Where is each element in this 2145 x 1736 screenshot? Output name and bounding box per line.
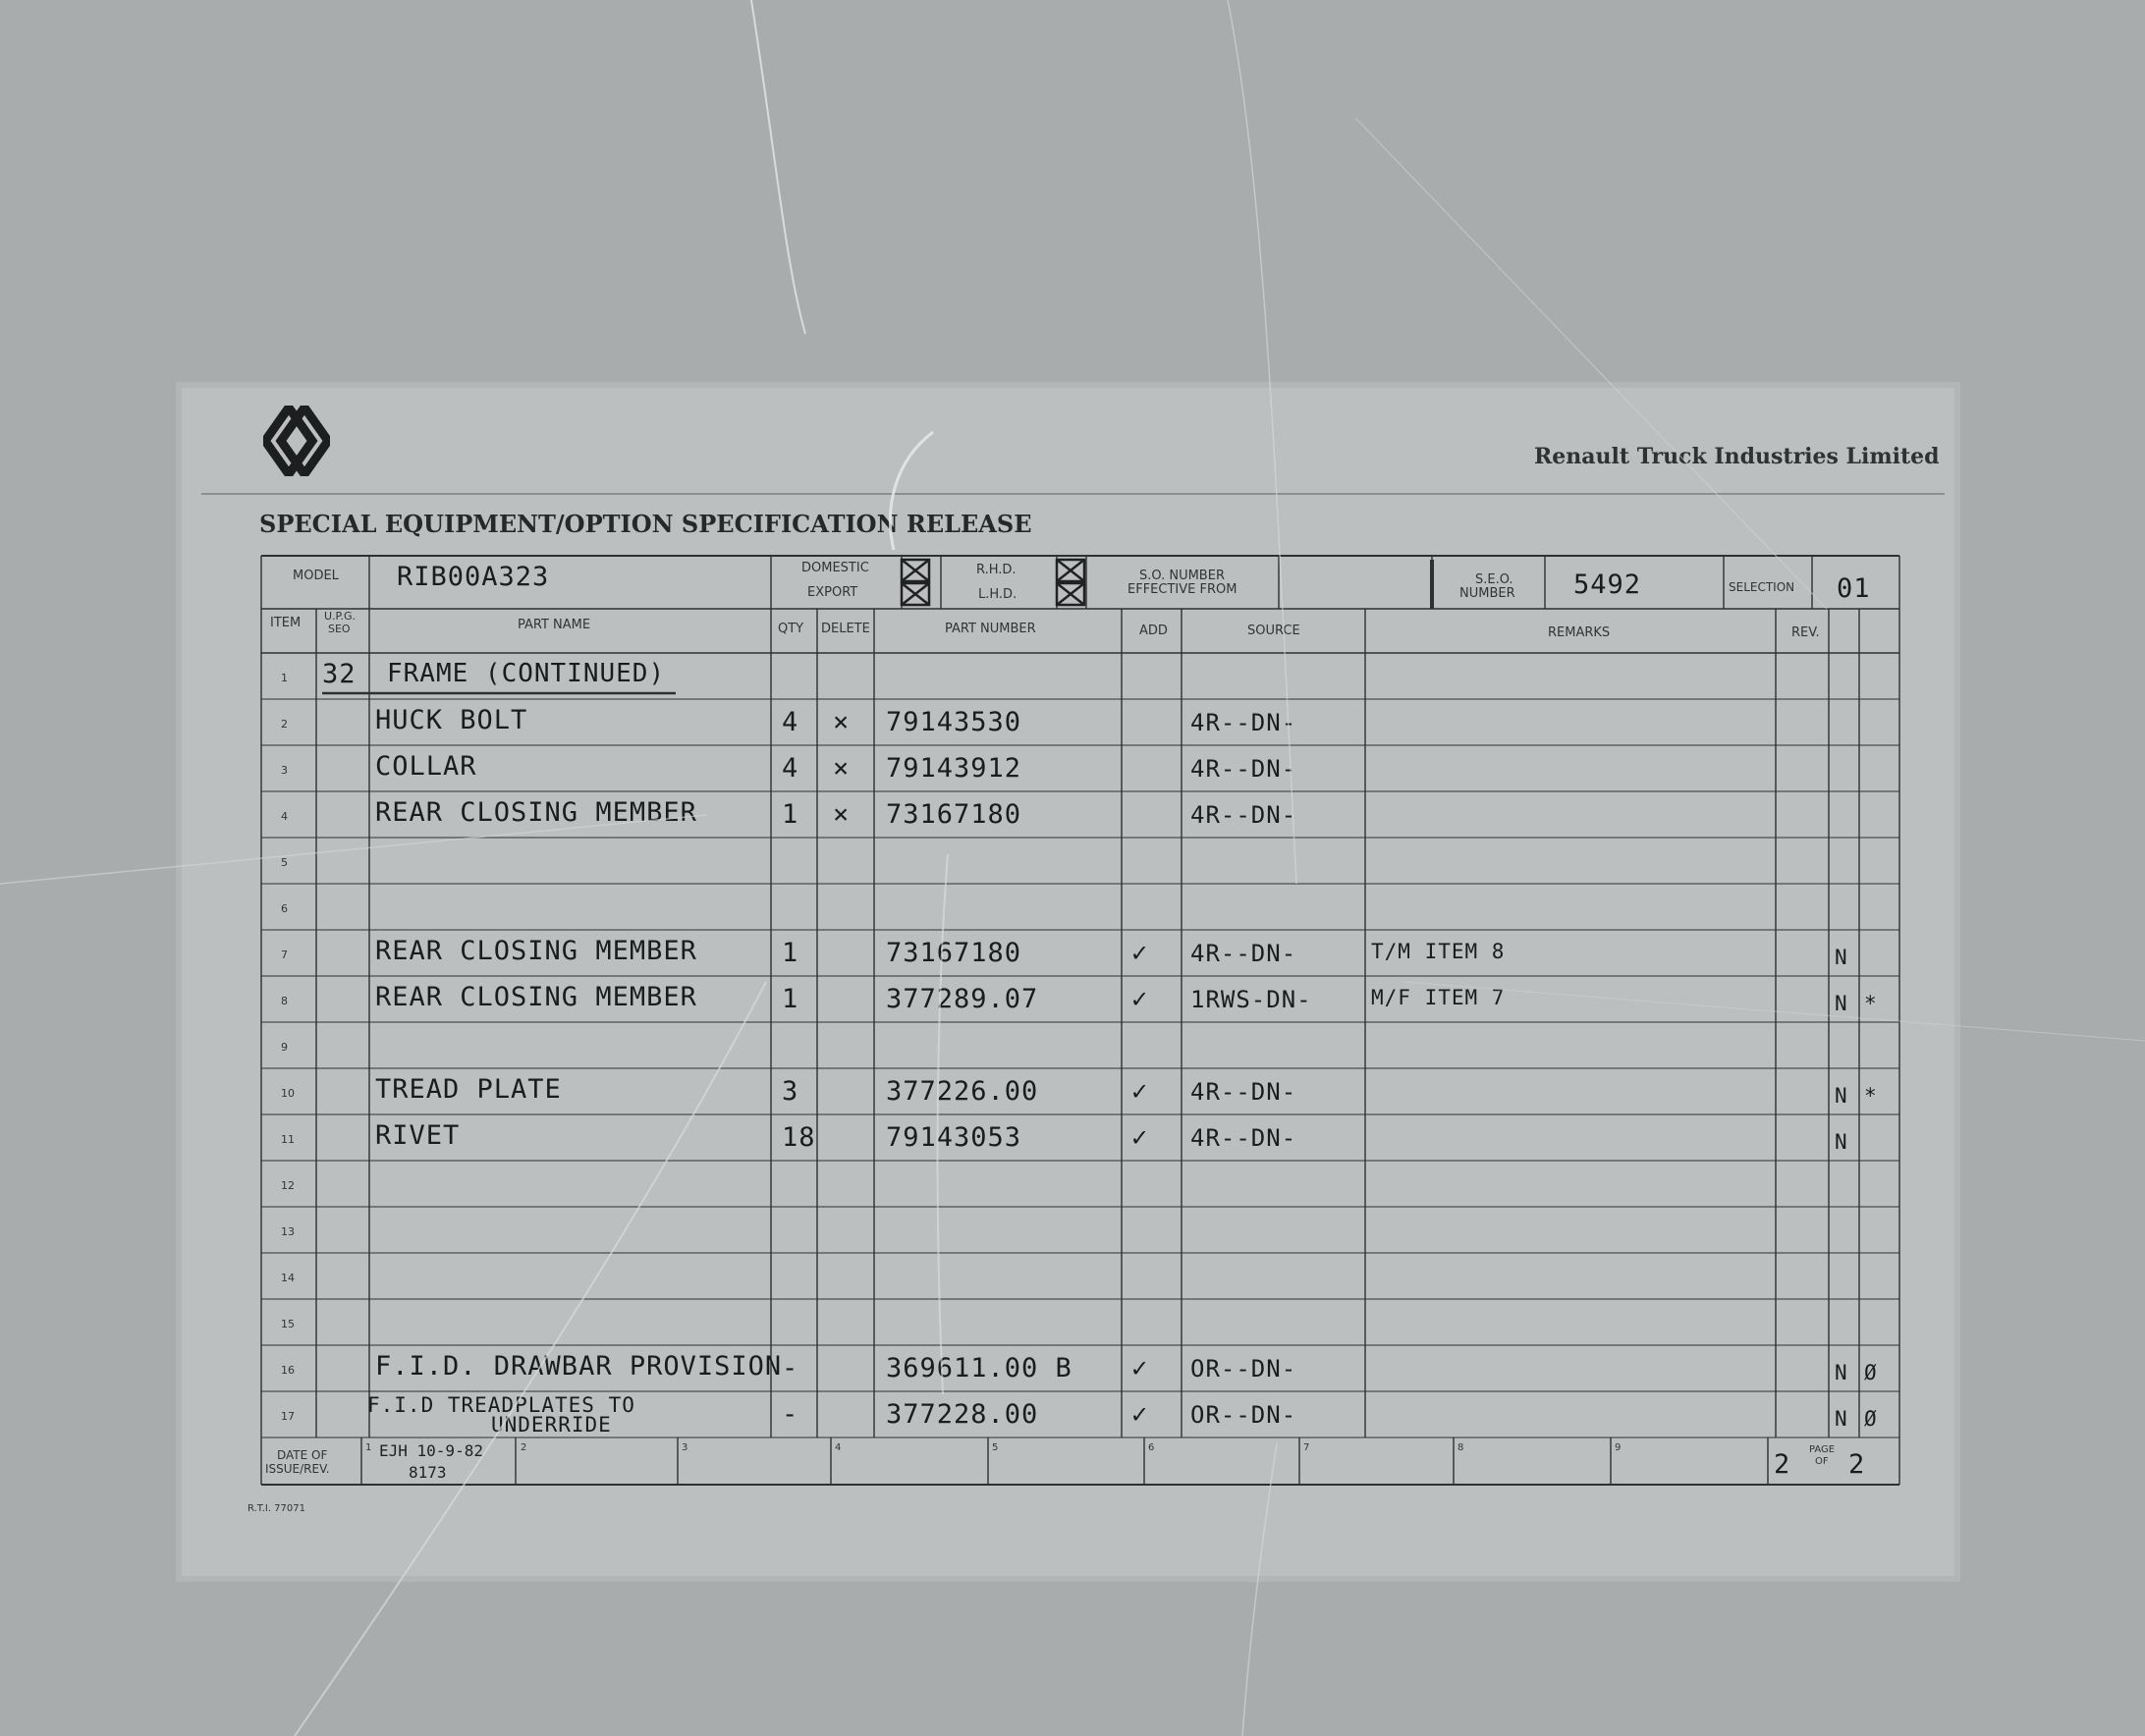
table-row-qty: 4 [782, 707, 799, 737]
table-row-item-number: 10 [281, 1087, 295, 1100]
col-item: ITEM [270, 616, 302, 630]
table-row-item-number: 14 [281, 1272, 295, 1284]
table-row-add: ✓ [1131, 1076, 1149, 1107]
rhd-checkbox[interactable] [1057, 560, 1084, 581]
table-row-item-number: 2 [281, 718, 288, 731]
footer-slot-number: 6 [1148, 1442, 1155, 1453]
footer-slot-number: 9 [1615, 1442, 1622, 1453]
table-row-qty: 1 [782, 799, 799, 830]
table-row-source: 1RWS-DN- [1190, 986, 1312, 1013]
col-rev: REV. [1791, 625, 1820, 640]
table-row-add: ✓ [1131, 1399, 1149, 1430]
table-row-part-name-cont: UNDERRIDE [491, 1413, 612, 1437]
col-seo: SEO [328, 623, 351, 635]
table-row-qty: - [782, 1399, 799, 1430]
table-row-part-number: 377289.07 [886, 984, 1039, 1014]
table-row-item-number: 7 [281, 949, 288, 961]
table-row-source: 4R--DN- [1190, 755, 1297, 783]
table-row-upg-seo: 32 [322, 659, 357, 689]
table-row-item-number: 4 [281, 810, 288, 823]
table-row-item-number: 5 [281, 856, 288, 869]
table-row-part-name: TREAD PLATE [375, 1074, 562, 1105]
table-row-part-name: COLLAR [375, 751, 477, 782]
table-row-status: N [1835, 992, 1848, 1015]
so-number-label: S.O. NUMBER [1139, 569, 1225, 583]
table-row-qty: 1 [782, 984, 799, 1014]
table-row-source: 4R--DN- [1190, 1078, 1297, 1106]
table-row-status: N [1835, 1361, 1848, 1384]
table-row-part-number: 73167180 [886, 938, 1022, 968]
table-row-qty: 1 [782, 938, 799, 968]
issue-signature: EJH 10-9-82 [379, 1441, 483, 1460]
domestic-label: DOMESTIC [801, 561, 869, 575]
table-row-remarks: M/F ITEM 7 [1371, 986, 1506, 1009]
col-part-number: PART NUMBER [945, 622, 1036, 636]
table-row-item-number: 13 [281, 1225, 295, 1238]
table-row-source: OR--DN- [1190, 1355, 1297, 1383]
table-row-part-name: HUCK BOLT [375, 705, 528, 735]
footer-slot-number: 4 [835, 1442, 842, 1453]
model-label: MODEL [293, 569, 339, 583]
table-row-item-number: 15 [281, 1318, 295, 1330]
table-row-qty: 18 [782, 1122, 816, 1153]
table-row-item-number: 12 [281, 1179, 295, 1192]
effective-from-label: EFFECTIVE FROM [1128, 582, 1238, 597]
lhd-label: L.H.D. [978, 587, 1018, 602]
table-row-qty: - [782, 1353, 799, 1383]
date-of-issue-label: DATE OF [277, 1448, 328, 1462]
table-row-flag: Ø [1864, 1407, 1878, 1431]
seo-number-value[interactable]: 5492 [1573, 570, 1642, 600]
col-add: ADD [1139, 624, 1168, 638]
table-row-item-number: 11 [281, 1133, 295, 1146]
table-row-status: N [1835, 946, 1848, 969]
table-row-part-name: RIVET [375, 1120, 461, 1151]
table-row-item-number: 9 [281, 1041, 288, 1054]
footer-slot-number: 7 [1303, 1442, 1310, 1453]
company-name: Renault Truck Industries Limited [1534, 444, 1940, 469]
page-total: 2 [1848, 1449, 1866, 1480]
table-row-source: OR--DN- [1190, 1401, 1297, 1429]
rhd-label: R.H.D. [976, 563, 1017, 577]
col-delete: DELETE [821, 622, 870, 636]
export-checkbox[interactable] [902, 583, 929, 605]
export-label: EXPORT [807, 585, 858, 600]
table-row-part-name: REAR CLOSING MEMBER [375, 982, 697, 1012]
table-row-part-number: 79143912 [886, 753, 1022, 784]
table-row-part-number: 377226.00 [886, 1076, 1039, 1107]
col-remarks: REMARKS [1548, 625, 1611, 640]
table-row-qty: 3 [782, 1076, 799, 1107]
table-row-flag: * [1864, 992, 1878, 1015]
selection-label: SELECTION [1729, 580, 1795, 594]
form-title: SPECIAL EQUIPMENT/OPTION SPECIFICATION RELEASE [259, 510, 1032, 538]
table-row-status: N [1835, 1407, 1848, 1431]
table-row-item-number: 6 [281, 902, 288, 915]
table-row-add: ✓ [1131, 984, 1149, 1014]
table-row-status: N [1835, 1130, 1848, 1154]
table-row-part-name: REAR CLOSING MEMBER [375, 797, 697, 828]
page-of-label: OF [1815, 1456, 1829, 1467]
table-row-part-number: 79143053 [886, 1122, 1022, 1153]
table-row-source: 4R--DN- [1190, 801, 1297, 829]
table-row-remarks: T/M ITEM 8 [1371, 940, 1506, 963]
table-row-part-name: FRAME (CONTINUED) [387, 659, 666, 688]
table-row-delete: × [833, 799, 851, 830]
table-row-part-number: 79143530 [886, 707, 1022, 737]
form-number: R.T.I. 77071 [248, 1503, 305, 1514]
lhd-checkbox[interactable] [1057, 583, 1084, 605]
col-upg: U.P.G. [324, 610, 356, 623]
selection-value[interactable]: 01 [1837, 573, 1871, 604]
footer-slot-number: 2 [521, 1442, 527, 1453]
table-row-item-number: 8 [281, 995, 288, 1007]
table-row-part-number: 73167180 [886, 799, 1022, 830]
footer-slot-number: 8 [1458, 1442, 1464, 1453]
table-row-source: 4R--DN- [1190, 709, 1297, 736]
model-value[interactable]: RIB00A323 [397, 562, 550, 592]
table-row-add: ✓ [1131, 938, 1149, 968]
table-row-add: ✓ [1131, 1353, 1149, 1383]
col-source: SOURCE [1247, 624, 1300, 638]
page-number: 2 [1774, 1449, 1791, 1480]
table-row-item-number: 16 [281, 1364, 295, 1377]
footer-slot-number: 3 [682, 1442, 688, 1453]
table-row-part-number: 369611.00 B [886, 1353, 1072, 1383]
table-row-part-name: F.I.D. DRAWBAR PROVISION [375, 1351, 783, 1382]
footer-slot-number: 1 [365, 1442, 372, 1453]
table-row-source: 4R--DN- [1190, 1124, 1297, 1152]
seo-number-label: NUMBER [1459, 586, 1515, 601]
seo-label: S.E.O. [1475, 572, 1513, 587]
col-part-name: PART NAME [518, 618, 591, 632]
table-row-item-number: 3 [281, 764, 288, 777]
table-row-flag: * [1864, 1084, 1878, 1108]
table-row-item-number: 17 [281, 1410, 295, 1423]
table-row-qty: 4 [782, 753, 799, 784]
table-row-delete: × [833, 753, 851, 784]
page-label: PAGE [1809, 1444, 1836, 1455]
table-row-item-number: 1 [281, 672, 288, 684]
domestic-checkbox[interactable] [902, 560, 929, 581]
table-row-status: N [1835, 1084, 1848, 1108]
table-row-add: ✓ [1131, 1122, 1149, 1153]
table-row-part-number: 377228.00 [886, 1399, 1039, 1430]
issue-reference: 8173 [409, 1463, 447, 1482]
footer-slot-number: 5 [992, 1442, 999, 1453]
issue-rev-label: ISSUE/REV. [265, 1462, 330, 1476]
table-row-delete: × [833, 707, 851, 737]
table-row-part-name: F.I.D TREADPLATES TO [367, 1393, 635, 1417]
col-qty: QTY [778, 622, 804, 636]
table-row-source: 4R--DN- [1190, 940, 1297, 967]
table-row-part-name: REAR CLOSING MEMBER [375, 936, 697, 966]
table-row-flag: Ø [1864, 1361, 1878, 1384]
